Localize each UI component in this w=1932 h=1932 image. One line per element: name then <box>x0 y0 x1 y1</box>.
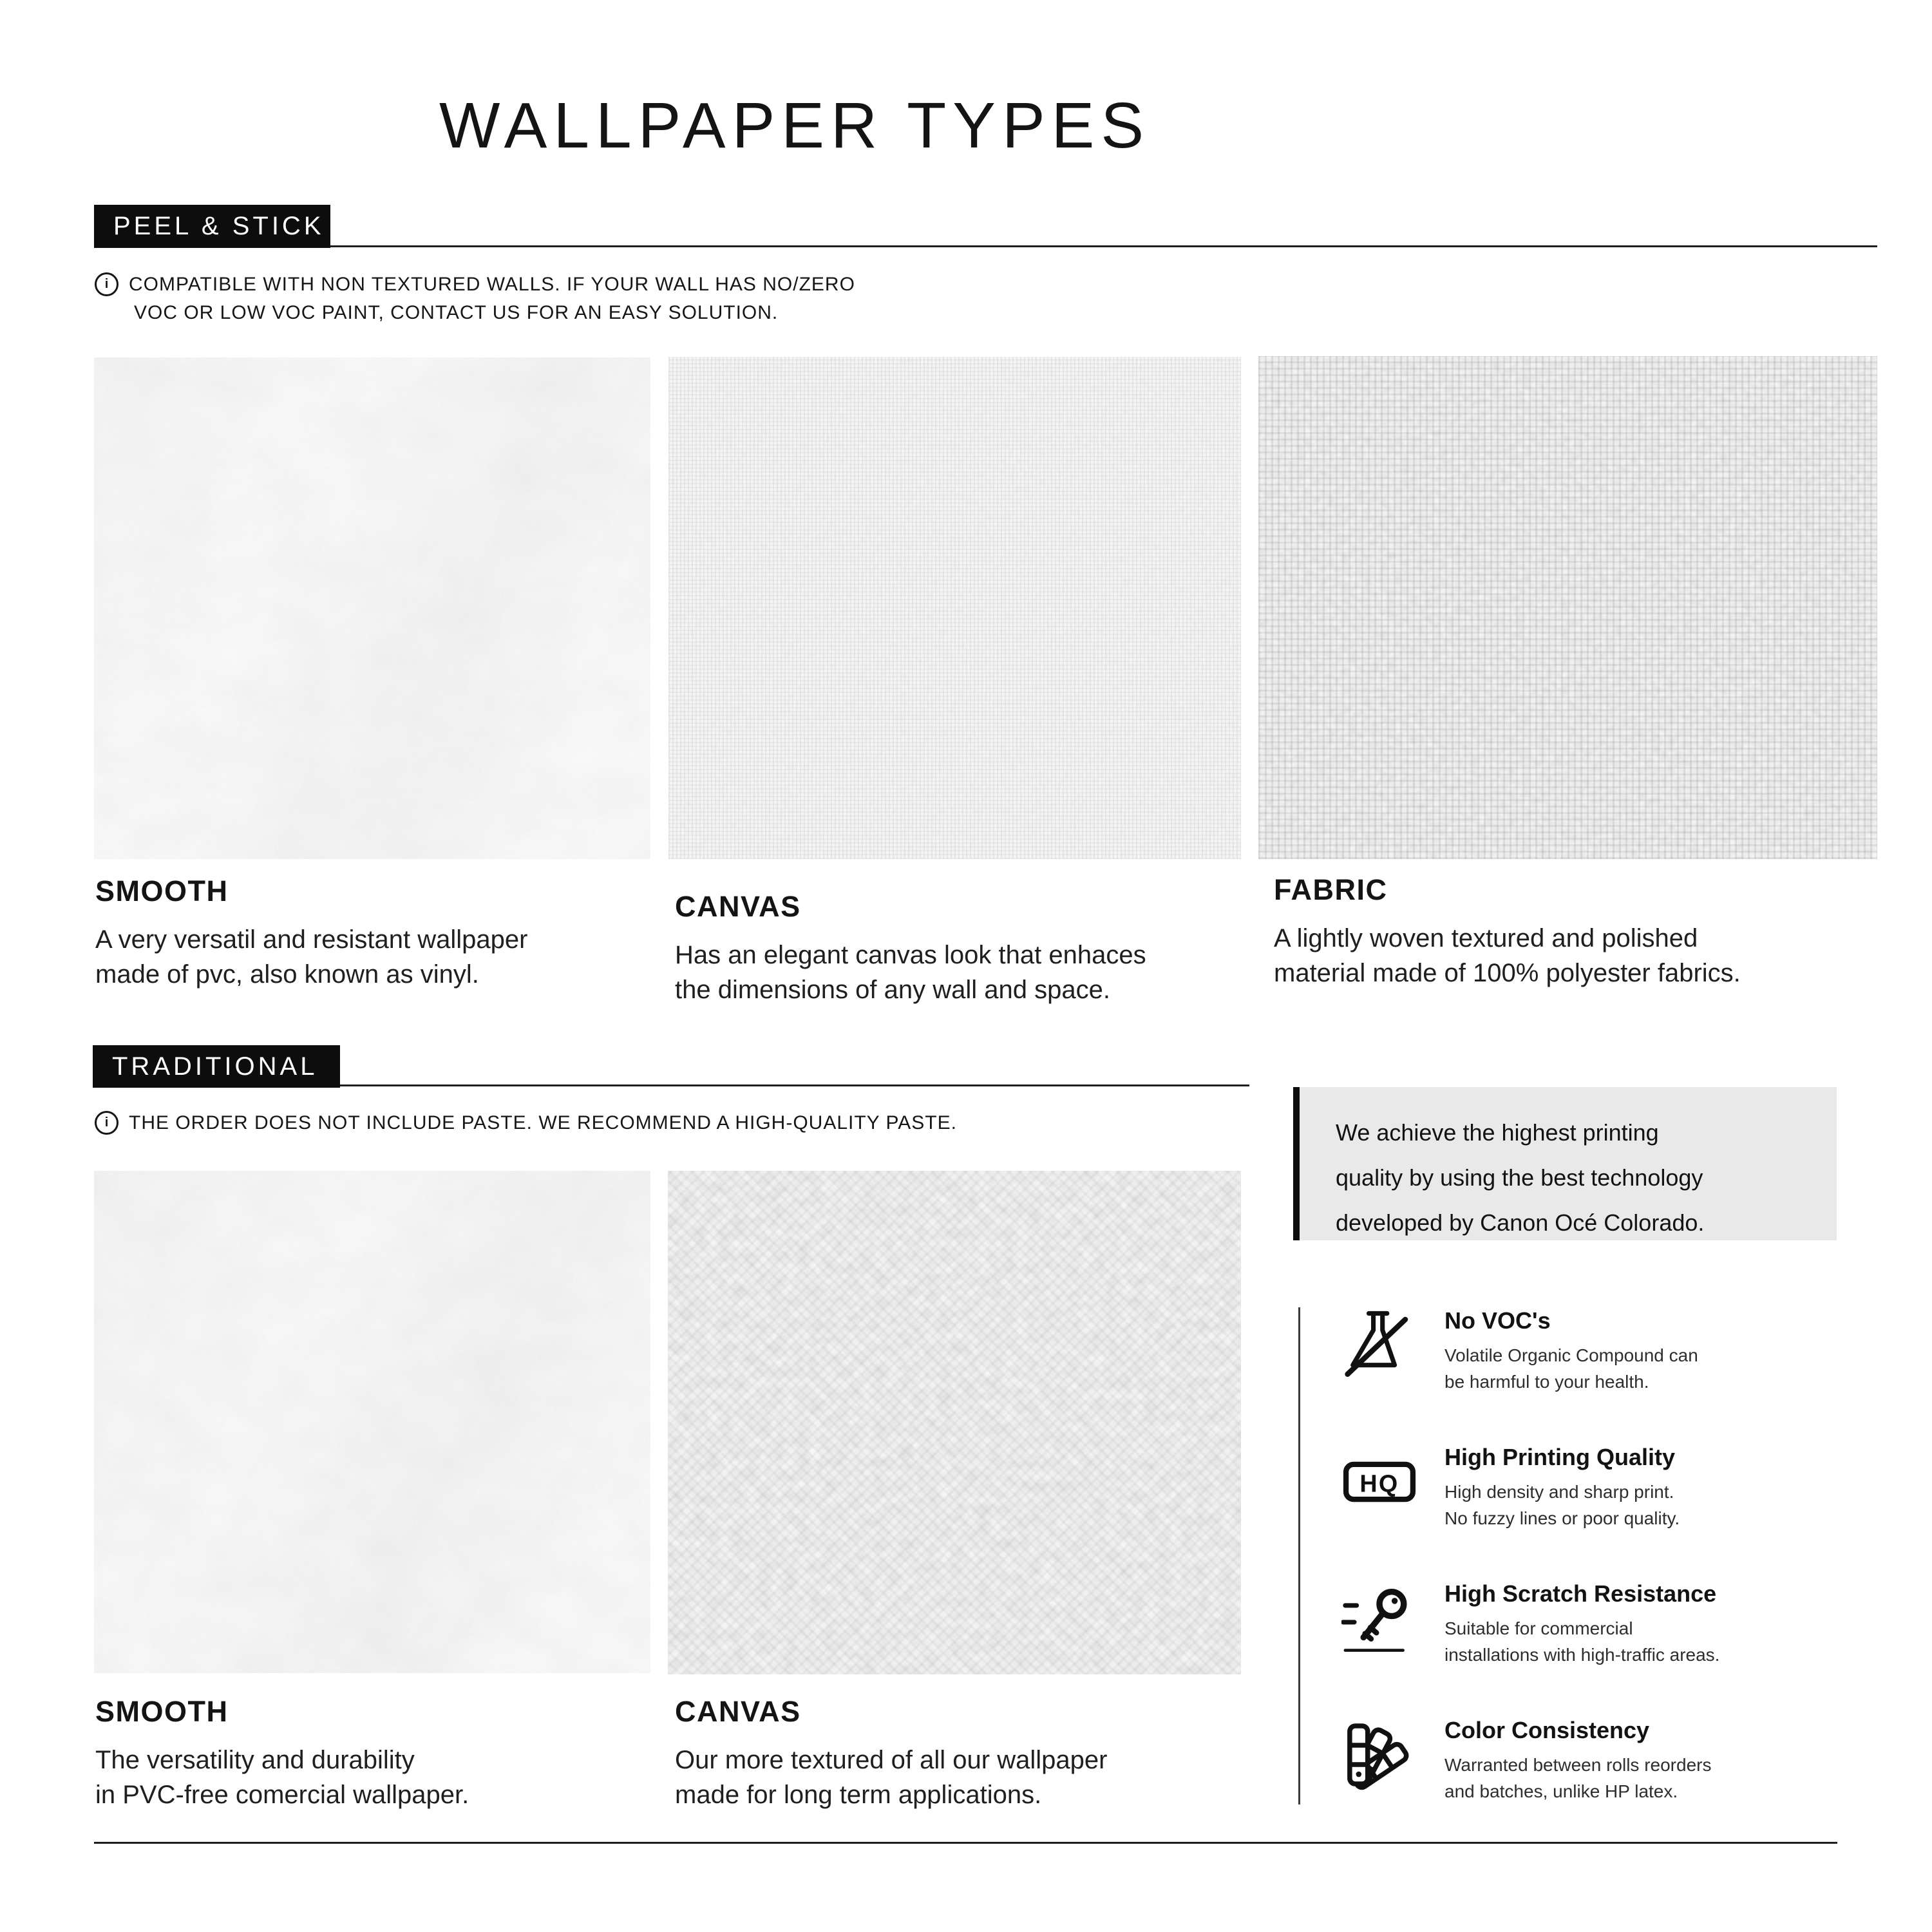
bottom-rule <box>94 1842 1837 1844</box>
print-quality-callout <box>1293 1087 1837 1240</box>
peel-stick-rule <box>94 245 1877 247</box>
swatch-description <box>675 1743 1107 1812</box>
section-label-peel-stick: PEEL & STICK <box>94 205 330 248</box>
hq-badge-text: HQ <box>1359 1470 1399 1497</box>
traditional-note-text <box>129 1109 957 1137</box>
swatch-traditional-smooth <box>94 1171 650 1673</box>
desc-line: the dimensions of any wall and space. <box>675 976 1110 1004</box>
desc-line: Has an elegant canvas look that enhaces <box>675 941 1146 969</box>
feature-text <box>1444 1717 1711 1804</box>
hq-badge-icon <box>1341 1444 1417 1520</box>
desc-line: The versatility and durability <box>95 1746 415 1774</box>
desc-line: High density and sharp print. <box>1444 1482 1674 1502</box>
info-icon-glyph: i <box>104 1115 109 1130</box>
swatch-peel-smooth <box>94 357 650 859</box>
color-fan-icon <box>1341 1717 1417 1793</box>
desc-line: Warranted between rolls reorders <box>1444 1755 1712 1775</box>
swatch-title: SMOOTH <box>95 875 229 907</box>
page-title: WALLPAPER TYPES <box>439 90 1151 162</box>
swatch-title: CANVAS <box>675 1695 801 1728</box>
info-icon <box>95 1111 118 1135</box>
swatch-title: CANVAS <box>675 890 801 923</box>
caption-peel-smooth <box>95 875 527 992</box>
caption-traditional-smooth <box>95 1695 469 1812</box>
feature-title: High Scratch Resistance <box>1444 1580 1717 1607</box>
desc-line: installations with high-traffic areas. <box>1444 1645 1720 1665</box>
stucco-texture <box>668 1171 1241 1674</box>
no-voc-flask-icon <box>1341 1307 1417 1383</box>
caption-peel-canvas <box>675 890 1146 1007</box>
desc-line: No fuzzy lines or poor quality. <box>1444 1508 1680 1528</box>
info-icon <box>95 272 118 296</box>
desc-line: Suitable for commercial <box>1444 1618 1633 1638</box>
callout-line: quality by using the best technology <box>1336 1164 1703 1191</box>
desc-line: A lightly woven textured and polished <box>1274 924 1698 952</box>
feature-scratch-resistance <box>1341 1580 1719 1668</box>
feature-text <box>1444 1307 1698 1395</box>
feature-high-printing-quality <box>1341 1444 1680 1531</box>
feature-description <box>1444 1479 1680 1531</box>
swatch-title: SMOOTH <box>95 1695 229 1728</box>
note-line: THE ORDER DOES NOT INCLUDE PASTE. WE RECOMMEND A HIGH-QUALITY PASTE. <box>129 1112 957 1133</box>
swatch-description <box>95 1743 469 1812</box>
scratch-key-icon <box>1341 1580 1417 1656</box>
desc-line: Our more textured of all our wallpaper <box>675 1746 1108 1774</box>
swatch-peel-canvas <box>668 357 1241 859</box>
callout-line: We achieve the highest printing <box>1336 1119 1659 1146</box>
desc-line: A very versatil and resistant wallpaper <box>95 925 528 954</box>
desc-line: made for long term applications. <box>675 1781 1042 1809</box>
feature-list <box>1298 1307 1852 1804</box>
traditional-note <box>95 1109 957 1137</box>
desc-line: in PVC-free comercial wallpaper. <box>95 1781 469 1809</box>
feature-description <box>1444 1752 1711 1804</box>
feature-description <box>1444 1615 1719 1668</box>
swatch-traditional-canvas <box>668 1171 1241 1674</box>
section-label-traditional: TRADITIONAL <box>93 1045 340 1088</box>
swatch-description <box>1274 921 1741 990</box>
desc-line: material made of 100% polyester fabrics. <box>1274 959 1741 987</box>
desc-line: and batches, unlike HP latex. <box>1444 1781 1678 1801</box>
fabric-texture <box>1258 356 1877 859</box>
feature-color-consistency <box>1341 1717 1711 1804</box>
swatch-description <box>675 938 1146 1007</box>
note-line: VOC OR LOW VOC PAINT, CONTACT US FOR AN EASY SOLUTION. <box>134 302 779 323</box>
caption-peel-fabric <box>1274 873 1741 990</box>
swatch-title: FABRIC <box>1274 873 1388 906</box>
feature-description <box>1444 1342 1698 1395</box>
swatch-description <box>95 922 527 992</box>
peel-stick-note-text <box>129 270 855 327</box>
caption-traditional-canvas <box>675 1695 1107 1812</box>
feature-text <box>1444 1444 1680 1531</box>
feature-title: Color Consistency <box>1444 1717 1650 1743</box>
feature-text <box>1444 1580 1719 1668</box>
callout-line: developed by Canon Océ Colorado. <box>1336 1209 1705 1236</box>
peel-stick-note <box>95 270 855 327</box>
info-icon-glyph: i <box>104 277 109 291</box>
feature-title: No VOC's <box>1444 1307 1551 1334</box>
smooth-texture <box>94 1171 650 1673</box>
canvas-texture <box>668 357 1241 859</box>
feature-title: High Printing Quality <box>1444 1444 1675 1470</box>
swatch-peel-fabric <box>1258 356 1877 859</box>
desc-line: made of pvc, also known as vinyl. <box>95 960 479 989</box>
feature-no-voc <box>1341 1307 1698 1395</box>
desc-line: Volatile Organic Compound can <box>1444 1345 1698 1365</box>
smooth-texture <box>94 357 650 859</box>
desc-line: be harmful to your health. <box>1444 1372 1649 1392</box>
note-line: COMPATIBLE WITH NON TEXTURED WALLS. IF YOUR WALL HAS NO/ZERO <box>129 274 855 295</box>
